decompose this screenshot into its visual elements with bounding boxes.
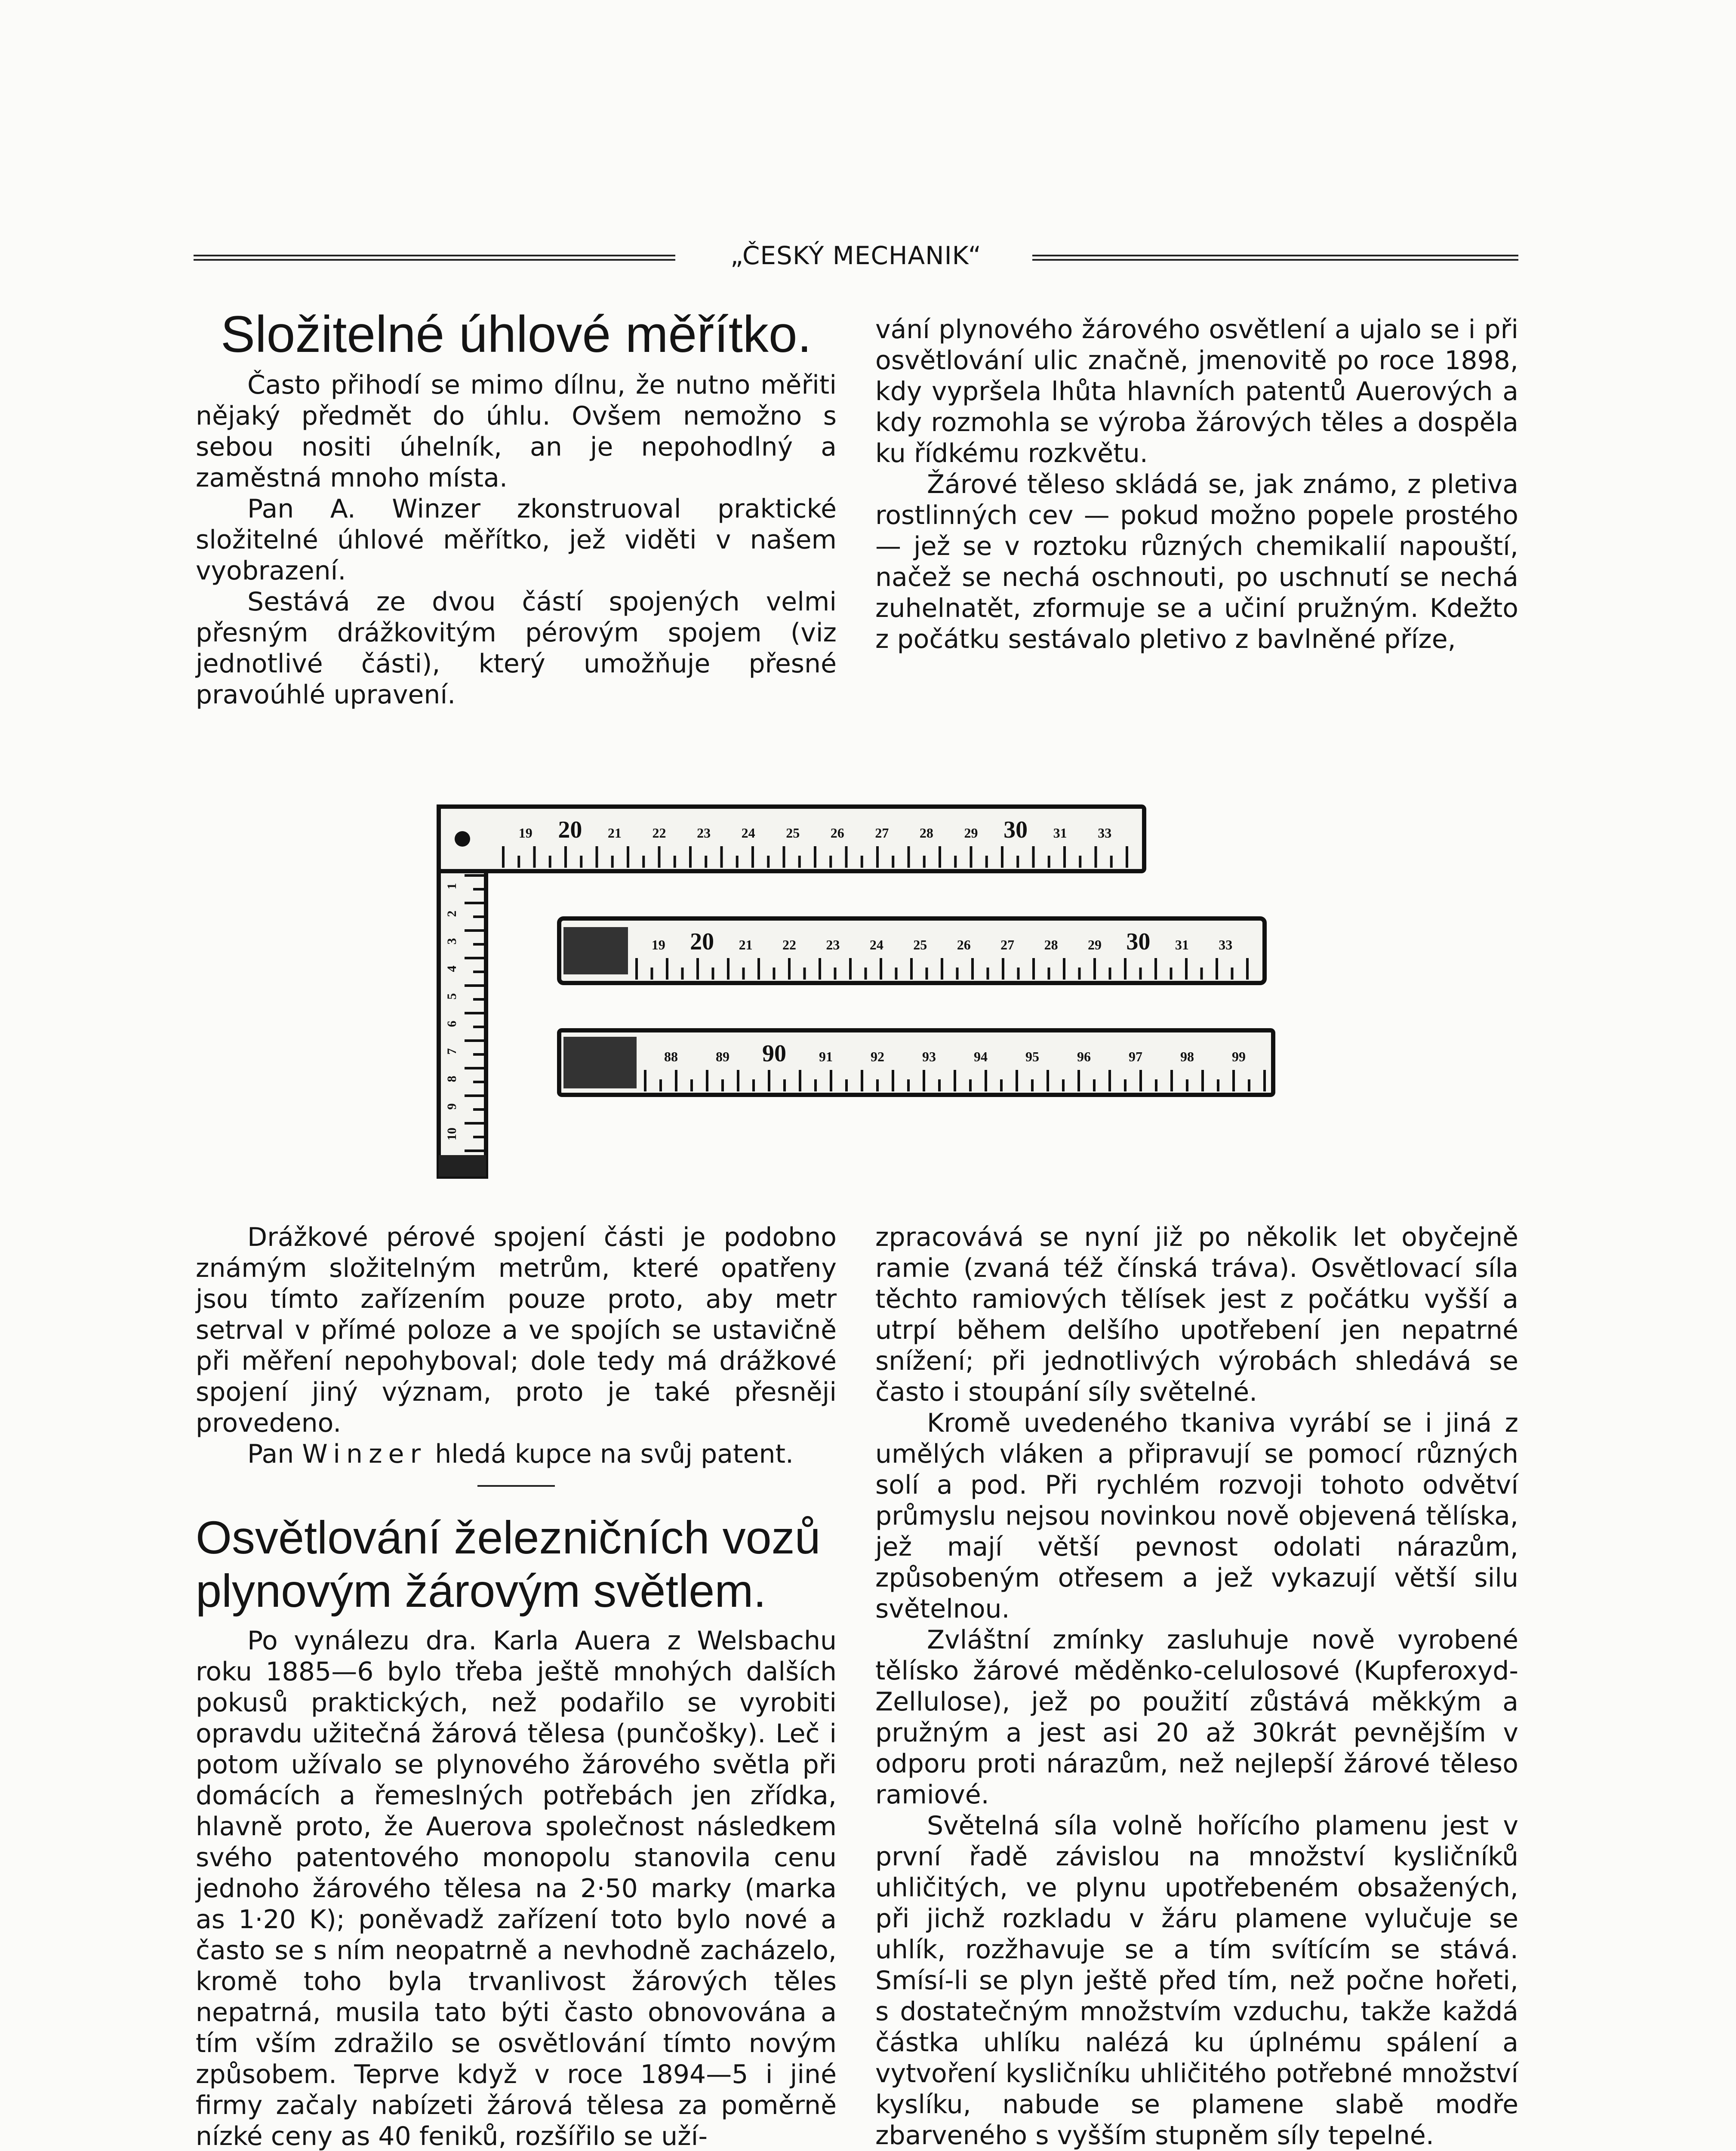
article-2-paragraph: Zvláštní zmínky zasluhuje nově vyrobené tělísko žárové měděnko-celulosové (Kupferoxyd-Zellulose), jež po použití zůstává měkkým a pružným a jest asi 20 až 30krát pevnějším v odporu proti nárazům, než nejlepší žárové těleso ramiové. <box>875 1625 1518 1810</box>
bottom-ruler-label: 90 <box>762 1040 786 1067</box>
header-title: „ČESKÝ MECHANIK“ <box>730 241 982 270</box>
top-ruler-label: 24 <box>741 825 755 841</box>
middle-ruler-label: 33 <box>1219 937 1233 952</box>
article-2-paragraph: zpracovává se nyní již po několik let obyčejně ramie (zvaná též čínská tráva). Osvětlovací síla těchto ramiových tělísek jest z počátku vyšší a utrpí během delšího upotřebení jen nepatrné snížení; při jednotlivých výrobách shledává se často i stoupání síly světelné. <box>875 1222 1518 1407</box>
corner-joint <box>455 831 470 847</box>
middle-ruler-label: 28 <box>1044 937 1058 952</box>
top-ruler-label: 27 <box>875 825 889 841</box>
vertical-ruler-label: 5 <box>445 993 459 1000</box>
vertical-ruler-label: 4 <box>445 965 459 972</box>
top-ruler-label: 25 <box>786 825 800 841</box>
article-1-paragraph: Drážkové pérové spojení části je podobno známým složitelným metrům, které opatřeny jsou tímto zařízením pouze proto, aby metr setrval v přímé poloze a ve spojích se ustavičně při měření nepohyboval; dole tedy má drážkové spojení jiný význam, proto je také přesněji provedeno. <box>196 1222 837 1438</box>
middle-ruler-label: 19 <box>651 937 665 952</box>
middle-ruler-label: 31 <box>1175 937 1189 952</box>
middle-ruler-label: 20 <box>690 928 714 955</box>
vertical-ruler-label: 10 <box>445 1128 459 1140</box>
closing-before: Pan <box>247 1439 294 1469</box>
bottom-ruler-label: 89 <box>716 1049 729 1064</box>
running-header <box>194 241 1518 275</box>
vertical-ruler-label: 8 <box>445 1076 459 1082</box>
vertical-leg-hinge <box>439 1155 486 1177</box>
middle-ruler-label: 25 <box>913 937 927 952</box>
closing-name: Winzer <box>302 1439 427 1469</box>
top-ruler-label: 26 <box>830 825 844 841</box>
article-2-title-line-1: Osvětlování železničních vozů <box>196 1511 821 1563</box>
bottom-ruler-label: 94 <box>974 1049 988 1064</box>
closing-after: hledá kupce na svůj patent. <box>435 1439 794 1469</box>
bottom-ruler-label: 98 <box>1180 1049 1194 1064</box>
top-ruler-label: 31 <box>1053 825 1067 841</box>
middle-ruler-label: 22 <box>782 937 796 952</box>
middle-ruler-label: 27 <box>1000 937 1015 952</box>
header-rule-right <box>1032 255 1518 261</box>
article-2-continuation-bottom <box>875 1222 1518 2151</box>
article-2-paragraph: Po vynálezu dra. Karla Auera z Welsbachu roku 1885—6 bylo třeba ještě mnohých dalších pokusů praktických, než podařilo se vyrobiti opravdu užitečná žárová tělesa (punčošky). Leč i potom užívalo se plynového žárového světla při domácích a řemeslných potřebách jen zřídka, hlavně proto, že Auerova společnost následkem svého patentového monopolu stanovila cenu jednoho žárového tělesa na 2·50 marky (marka as 1·20 K); poněvadž zařízení toto bylo nové a často se s ním neopatrně a nevhodně zacházelo, kromě toho byla trvanlivost žárových těles nepatrná, musila tato býti často obnovována a tím vším zdražilo se osvětlování tímto novým způsobem. Teprve když v roce 1894—5 i jiné firmy začaly nabízeti žárová tělesa za poměrně nízké ceny as 40 feniků, rozšířilo se uží- <box>196 1626 837 2151</box>
article-1-top <box>196 305 837 710</box>
article-2-title-line-2: plynovým žárovým světlem. <box>196 1565 766 1617</box>
vertical-ruler-label: 2 <box>445 910 459 917</box>
middle-ruler-label: 23 <box>826 937 840 952</box>
header-rule-left <box>194 255 675 261</box>
bottom-ruler-label: 99 <box>1232 1049 1246 1064</box>
bottom-ruler-label: 88 <box>664 1049 678 1064</box>
top-ruler-label: 23 <box>697 825 711 841</box>
top-ruler-label: 21 <box>607 825 622 841</box>
middle-ruler-label: 30 <box>1126 928 1151 955</box>
top-ruler-label: 20 <box>558 817 582 843</box>
vertical-ruler-label: 9 <box>445 1103 459 1110</box>
vertical-ruler-label: 1 <box>445 883 459 890</box>
article-2-paragraph: vání plynového žárového osvětlení a ujalo se i při osvětlování ulic značně, jmenovitě po roce 1898, kdy vypršela lhůta hlavních patentů Auerových a kdy rozmohla se výroba žárových těles a dospěla ku řídkému rozkvětu. <box>875 314 1518 468</box>
article-2-paragraph: Žárové těleso skládá se, jak známo, z pletiva rostlinných cev — pokud možno popele prostého — jež se v roztoku různých chemikalií napouští, načež se nechá oschnouti, po uschnutí se nechá zuhelnatět, zformuje se a učiní pružným. Kdežto z počátku sestávalo pletivo z bavlněné příze, <box>875 469 1518 654</box>
article-2-paragraph: Kromě uvedeného tkaniva vyrábí se i jiná z umělých vláken a připravují se pomocí různých solí a pod. Při rychlém rozvoji tohoto odvětví průmyslu nejsou novinkou nově objevená tělíska, jež mají větší pevnost odolati nárazům, způsobeným otřesem a jež vykazují větší silu světelnou. <box>875 1408 1518 1624</box>
bottom-ruler-label: 95 <box>1025 1049 1039 1064</box>
middle-ruler-label: 24 <box>869 937 883 952</box>
vertical-ruler-label: 6 <box>445 1020 459 1027</box>
top-ruler-label: 28 <box>919 825 933 841</box>
top-ruler-label: 19 <box>518 825 532 841</box>
section-separator <box>477 1485 555 1487</box>
middle-ruler-label: 21 <box>739 937 753 952</box>
vertical-ruler-label: 7 <box>445 1048 459 1055</box>
article-1-bottom <box>196 1222 837 2151</box>
ruler-illustration <box>430 798 1290 1185</box>
article-1-closing <box>196 1439 837 1470</box>
article-2-continuation-top <box>875 314 1518 655</box>
top-ruler-label: 30 <box>1003 817 1028 843</box>
folding-ruler-figure <box>430 798 1290 1185</box>
bottom-ruler-label: 96 <box>1077 1049 1091 1064</box>
middle-ruler-label: 26 <box>957 937 971 952</box>
article-1-paragraph: Sestává ze dvou částí spojených velmi přesným drážkovitým pérovým spojem (viz jednotlivé části), který umožňuje přesné pravoúhlé upravení. <box>196 587 837 710</box>
bottom-ruler-label: 91 <box>819 1049 833 1064</box>
article-2-paragraph: Světelná síla volně hořícího plamenu jest v první řadě závislou na množství kysličníků uhličitých, ve plynu upotřebeném obsažených, při jichž rozkladu v žáru plamene vylučuje se uhlík, rozžhavuje se a tím svítícím se stává. Smísí-li se plyn ještě před tím, než počne hořeti, s dostatečným množstvím vzduchu, takže každá částka uhlíku nalézá ku úplnému spálení a vytvoření kysličníku uhličitého potřebné množství kyslíku, nabude se plamene slabě modře zbarveného s vyšším stupněm síly tepelné. <box>875 1811 1518 2151</box>
bottom-ruler-label: 97 <box>1129 1049 1142 1064</box>
bottom-ruler-joint <box>563 1037 637 1088</box>
vertical-ruler-label: 3 <box>445 938 459 945</box>
top-ruler-label: 29 <box>964 825 978 841</box>
article-1-paragraph: Často přihodí se mimo dílnu, že nutno měřiti nějaký předmět do úhlu. Ovšem nemožno s sebou nositi úhelník, an je nepohodlný a zaměstná mnoho místa. <box>196 370 837 493</box>
top-ruler-label: 22 <box>652 825 666 841</box>
middle-ruler-joint <box>563 927 628 974</box>
middle-ruler-label: 29 <box>1088 937 1102 952</box>
article-1-title: Složitelné úhlové měřítko. <box>220 305 812 363</box>
bottom-ruler-label: 92 <box>871 1049 884 1064</box>
article-1-paragraph: Pan A. Winzer zkonstruoval praktické složitelné úhlové měřítko, jež viděti v našem vyobrazení. <box>196 494 837 586</box>
bottom-ruler-label: 93 <box>922 1049 936 1064</box>
top-ruler-label: 33 <box>1098 825 1112 841</box>
